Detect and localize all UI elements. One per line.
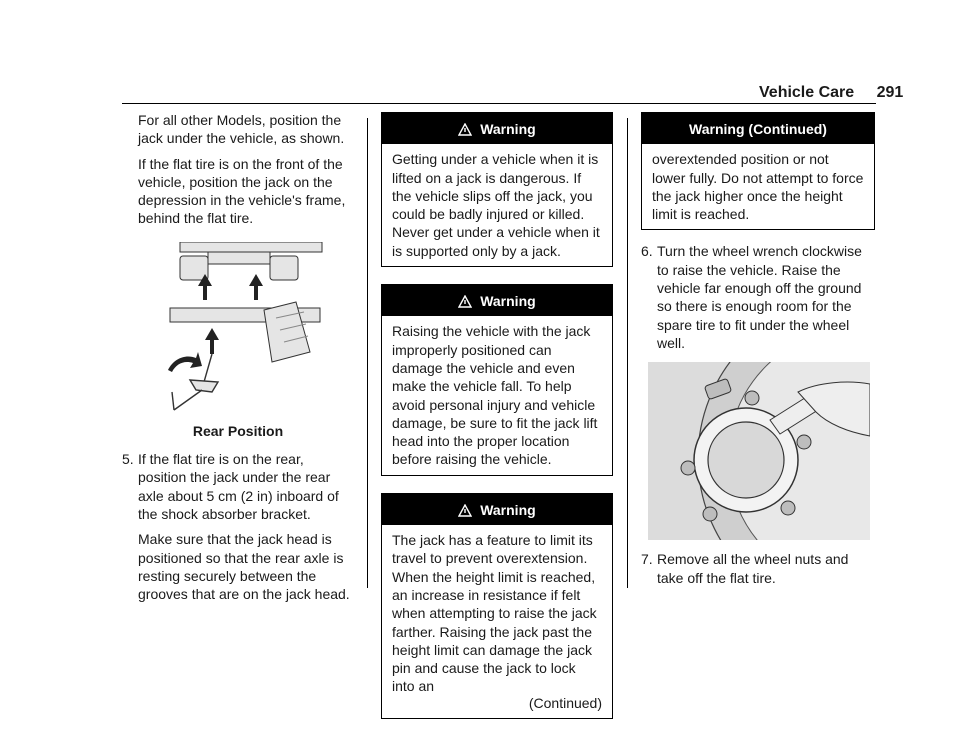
warning-title: Warning [382, 494, 612, 525]
warning-text: overextended position or not lower fully. Do not attempt to force the jack higher once the height limit is reached. [652, 151, 864, 223]
jack-position-figure [160, 242, 330, 418]
page-header [759, 84, 903, 102]
step-6 [641, 242, 875, 352]
warning-title: Warning (Continued) [642, 113, 874, 144]
warning-title: Warning [382, 285, 612, 316]
warning-text: The jack has a feature to limit its travel to prevent overextension. When the height limit is reached, an increase in resistance if felt when attempting to raise the jack farther. Raising the jack past the height limit can damage the jack pin and cause the jack to lock into an [392, 532, 597, 695]
warning-icon [458, 123, 472, 136]
warning-icon [458, 504, 472, 517]
warning-box [381, 112, 613, 267]
header-rule [122, 103, 876, 104]
page-number: 291 [876, 84, 904, 101]
warning-text: Getting under a vehicle when it is lifted on a jack is dangerous. If the vehicle slips off the jack, you could be badly injured or killed. Never get under a vehicle when it is supported only by a jack. [392, 151, 600, 259]
step-5 [122, 450, 354, 603]
step-number: 6. [641, 243, 653, 260]
left-column [122, 111, 354, 610]
warning-text: Raising the vehicle with the jack improperly positioned can damage the vehicle and even make the vehicle fall. To help avoid personal injury and vehicle damage, be sure to fit the jack lift head into the proper location before raising the vehicle. [392, 323, 598, 468]
step-7 [641, 550, 875, 587]
wheel-nut-figure [648, 362, 870, 540]
warning-title: Warning [382, 113, 612, 144]
step-text: Remove all the wheel nuts and take off the flat tire. [657, 551, 849, 586]
warning-icon [458, 295, 472, 308]
figure-caption: Rear Position [192, 422, 284, 439]
step-text: Turn the wheel wrench clockwise to raise the vehicle. Raise the vehicle far enough off the ground so there is enough room for the spare tire to fit under the wheel well. [657, 243, 862, 351]
column-divider [367, 118, 368, 588]
paragraph: For all other Models, position the jack under the vehicle, as shown. [138, 112, 345, 147]
continued-label: (Continued) [528, 694, 602, 711]
middle-column [381, 112, 613, 736]
column-divider [627, 118, 628, 588]
warning-box [381, 284, 613, 476]
warning-box-continued [641, 112, 875, 230]
step-text: If the flat tire is on the rear, position the jack under the rear axle about 5 cm (2 in) inboard of the shock absorber bracket. [138, 451, 339, 522]
paragraph: If the flat tire is on the front of the vehicle, position the jack on the depression in the vehicle's frame, behind the flat tire. [138, 155, 346, 227]
right-column [641, 112, 875, 594]
paragraph: Make sure that the jack head is positioned so that the rear axle is resting securely between the grooves that are on the jack head. [138, 531, 350, 603]
warning-box [381, 493, 613, 719]
step-number: 5. [122, 451, 134, 468]
section-title: Vehicle Care [759, 84, 855, 101]
step-number: 7. [641, 551, 653, 568]
